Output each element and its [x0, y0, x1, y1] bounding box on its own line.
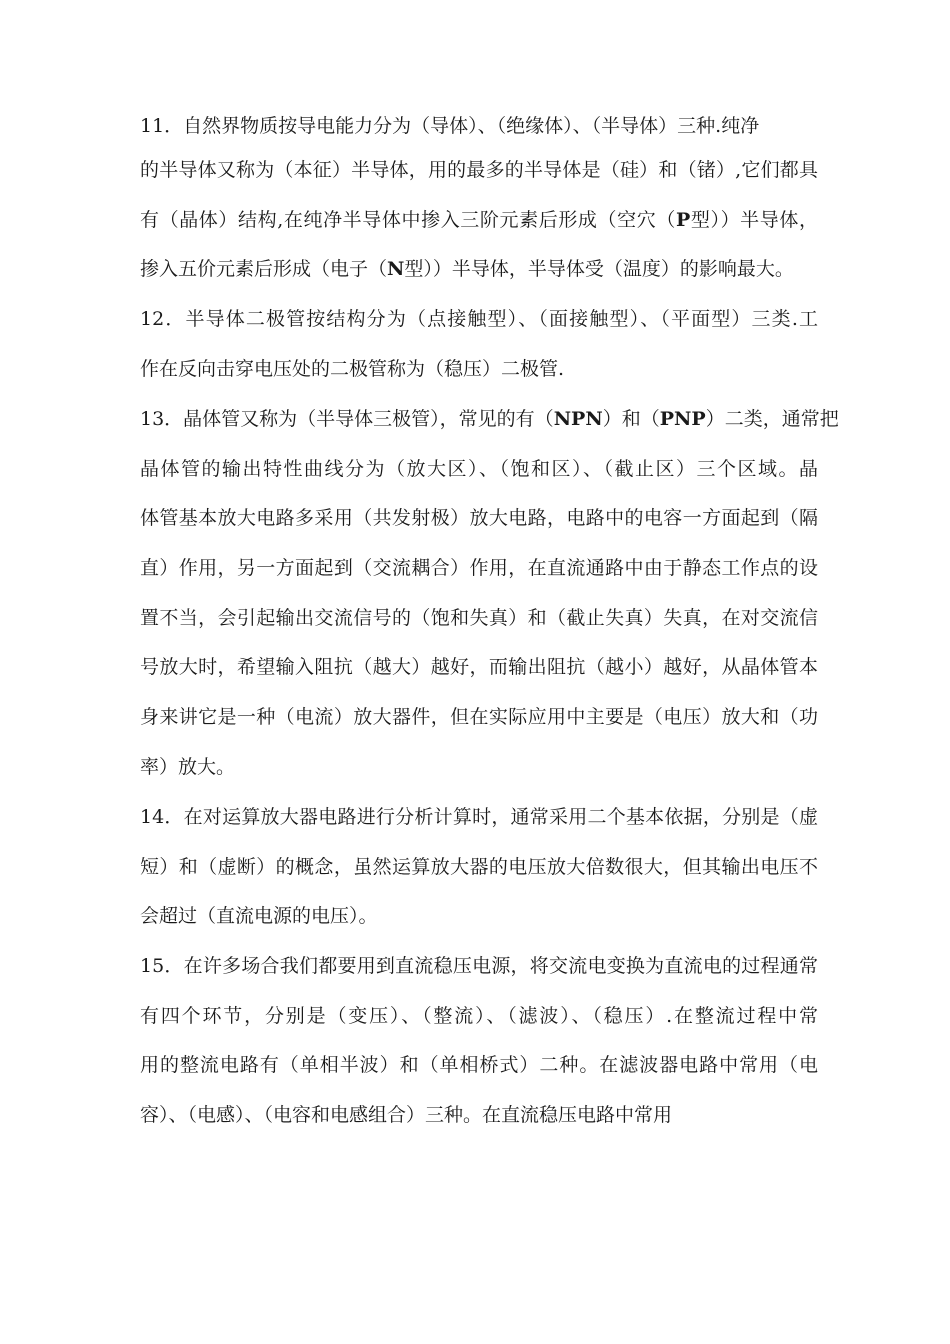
paragraph-13-line-1: 13．晶体管又称为（半导体三极管），常见的有（NPN）和（PNP）二类，通常把: [140, 408, 839, 430]
paragraph-11-line-4: 掺入五价元素后形成（电子（N型））半导体，半导体受（温度）的影响最大。: [140, 258, 794, 280]
paragraph-13-line-8: 率）放大。: [140, 756, 236, 778]
paragraph-13-line-6: 号放大时，希望输入阻抗（越大）越好，而输出阻抗（越小）越好，从晶体管本: [140, 656, 818, 678]
paragraph-13-line-7: 身来讲它是一种（电流）放大器件，但在实际应用中主要是（电压）放大和（功: [140, 706, 818, 728]
paragraph-13-line-5: 置不当，会引起输出交流信号的（饱和失真）和（截止失真）失真，在对交流信: [140, 607, 818, 629]
paragraph-15-line-3: 用的整流电路有（单相半波）和（单相桥式）二种。在滤波器电路中常用（电: [140, 1054, 818, 1076]
paragraph-14-line-3: 会超过（直流电源的电压）。: [140, 905, 378, 927]
paragraph-12-line-1: 12．半导体二极管按结构分为（点接触型）、（面接触型）、（平面型）三类.工: [140, 308, 818, 330]
paragraph-14-line-2: 短）和（虚断）的概念，虽然运算放大器的电压放大倍数很大，但其输出电压不: [140, 856, 818, 878]
paragraph-15-line-2: 有四个环节，分别是（变压）、（整流）、（滤波）、（稳压）.在整流过程中常: [140, 1005, 818, 1027]
paragraph-14-line-1: 14．在对运算放大器电路进行分析计算时，通常采用二个基本依据，分别是（虚: [140, 806, 818, 828]
paragraph-15-line-4: 容）、（电感）、（电容和电感组合）三种。在直流稳压电路中常用: [140, 1104, 673, 1126]
paragraph-12-line-2: 作在反向击穿电压处的二极管称为（稳压）二极管.: [140, 358, 565, 380]
paragraph-11-line-3: 有（晶体）结构,在纯净半导体中掺入三阶元素后形成（空穴（P型））半导体，: [140, 209, 818, 231]
paragraph-11-line-2: 的半导体又称为（本征）半导体，用的最多的半导体是（硅）和（锗）,它们都具: [140, 159, 818, 181]
paragraph-13-line-4: 直）作用，另一方面起到（交流耦合）作用，在直流通路中由于静态工作点的设: [140, 557, 818, 579]
paragraph-13-line-2: 晶体管的输出特性曲线分为（放大区）、（饱和区）、（截止区）三个区域。晶: [140, 458, 818, 480]
paragraph-15-line-1: 15．在许多场合我们都要用到直流稳压电源，将交流电变换为直流电的过程通常: [140, 955, 818, 977]
paragraph-11-line-1: 11．自然界物质按导电能力分为（导体）、（绝缘体）、（半导体）三种.纯净: [140, 115, 760, 137]
paragraph-13-line-3: 体管基本放大电路多采用（共发射极）放大电路，电路中的电容一方面起到（隔: [140, 507, 818, 529]
